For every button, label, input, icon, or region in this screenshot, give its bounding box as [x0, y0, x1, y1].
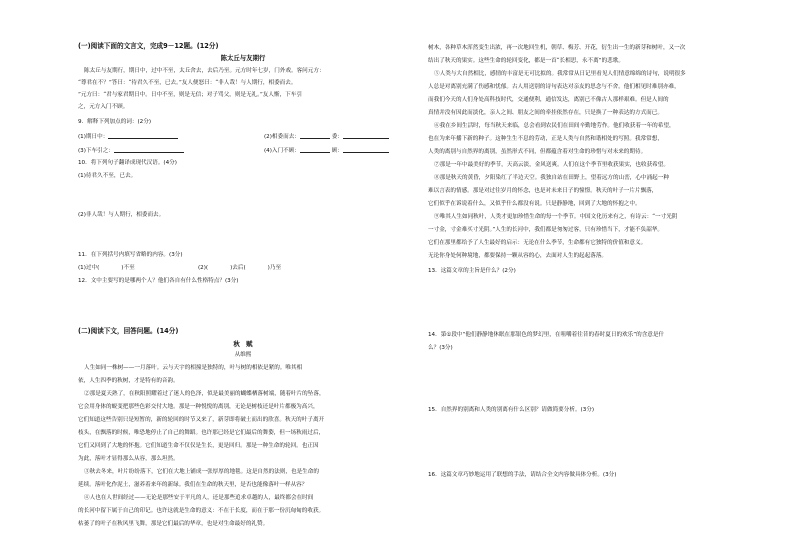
- essay-line: 它们又回到了大地的怀抱。它们知道生命不仅仅是生长，更是回归。那是一种生命的轮回。也正因: [78, 443, 319, 449]
- q9-item: (2)相委而去： 委：: [264, 132, 389, 141]
- q10-sentence-1: (1)待君久不至，已去。: [78, 173, 137, 179]
- essay-line: 真情并没有因此而淡化，亲人之间、朋友之间的牵挂依然存在，只是换了一种表达的方式而已。: [428, 110, 663, 116]
- essay-line: ⑦那是一年中最美好的季节，天高云淡，金风送爽。人们在这个季节里收获果实，也收获希望。: [434, 162, 669, 168]
- right-column: [428, 0, 734, 549]
- q11-item-2: (2)( )去后( )乃至: [198, 265, 282, 271]
- essay-line: 一寸金，寸金难买寸光阴。”人生的长河中，我们都是匆匆过客，只有珍惜当下，才能不负韶华。: [428, 227, 663, 233]
- essay-line: ⑨唯其人生如同秋叶，人类才更加珍惜生命的每一个季节。中国文化历来有之，有诗云：“一寸光阴: [434, 214, 678, 220]
- essay-line: 也在为来年播下新的种子。这种生生不息的劳动，正是人类与自然和谐相处的写照。我常常想，: [428, 136, 663, 142]
- story-line: 之，元方入门不顾。: [78, 104, 129, 110]
- question-11: 11．在下列括号内填写省略的内容。(3分): [78, 252, 183, 258]
- essay-line: 延续。落叶化作泥土，滋养着来年的新绿。我们在生命的秋天里，是否也能像落叶一样从容？: [78, 482, 308, 488]
- q9-item: (3)下车引之：: [78, 146, 184, 155]
- left-column: [78, 0, 408, 549]
- essay-line: 无论你身处何种境地，都要保持一颗从容的心，去面对人生的起起落落。: [428, 253, 608, 259]
- essay-line: 人生如同一株树——一月落叶。云与天宇的相撞是独特的，叶与树的相依是紧的。唯其相: [84, 365, 303, 371]
- section-1-heading: (一)阅读下面的文言文，完成9－12题。(12分): [78, 42, 219, 50]
- essay-line: ③秋去冬来，叶片纷纷落下，它们在大地上铺成一张厚厚的地毯。这是自然的法则，也是生命的: [84, 469, 319, 475]
- story-line: “尊君在不？”答曰：“待君久不至，已去。”友人便怒曰：“非人哉！与人期行，相委而去。: [78, 80, 297, 86]
- q9-item: (4)入门不顾： 顾：: [264, 146, 389, 155]
- essay-line: 它会用身体的蜕变把那些色彩交付大地。那是一种悦悦的离别，无论是树枝还是叶片都极为高兴，: [78, 404, 319, 410]
- section-2-heading: (二)阅读下文，回答问题。(14分): [78, 327, 179, 335]
- essay-line: ⑥我在乡间生活时，每当秋天来临，总会看到农民们在田间辛勤地劳作。他们收获着一年的希望，: [434, 123, 675, 129]
- essay-line: 难以言表的情感。那是对过往岁月的怀念，也是对未来日子的憧憬。秋天的叶子一片片飘落，: [428, 188, 658, 194]
- story-line: ”元方曰：“君与家君期日中。日中不至，则是无信；对子骂父，则是无礼。”友人惭，下车引: [78, 92, 302, 98]
- essay-line: 为此，落叶才显得那么从容，那么坦然。: [78, 456, 179, 462]
- essay-line: 结出了秋天的果实。这些生命的轮回变化，都是一首“长相思，永不离”的悲歌。: [428, 58, 624, 64]
- question-16: 16．这篇文章巧妙地运用了联想的手法，请结合全文内容做具体分析。(3分): [428, 472, 617, 478]
- essay-line: 它们似乎在诉说着什么，又似乎什么都没有说。只是静静地，回到了大地的怀抱之中。: [428, 201, 641, 207]
- question-9: 9．解释下列加点的词：(2分): [78, 119, 152, 125]
- essay-line: ⑧那是秋天的黄昏，夕阳染红了半边天空。我独自站在田野上，望着远方的山峦，心中涌起一种: [434, 175, 669, 181]
- story-line: 陈太丘与友期行，期日中，过中不至，太丘舍去，去后乃至。元方时年七岁，门外戏。客问元方：: [84, 68, 325, 74]
- essay-line: 的长河中留下属于自己的印记。也许这就是生命的意义：不在于长度，而在于那一份沉甸甸的收获。: [78, 508, 325, 514]
- essay-line: 枝头，在飘落的时候，唯恐地停止了自己的舞蹈。也许那已经是它们最后的舞姿，但一场秋雨过后，: [78, 430, 325, 436]
- question-10: 10．将下列句子翻译成现代汉语。(4分): [78, 160, 177, 166]
- essay-line: 人总是对离别充满了伤感和忧郁。古人用送别的诗句表达对亲友的思念与不舍。他们相见时难别亦难，: [428, 84, 680, 90]
- essay-title: 秋 赋: [233, 340, 253, 348]
- question-14-cont: 么？(3分): [428, 345, 453, 351]
- q9-item: (1)期日中：: [78, 132, 178, 141]
- essay-line: 人类的离别与自然界的离别，虽然形式不同，但都蕴含着对生命的珍惜与对未来的期待。: [428, 149, 647, 155]
- essay-line: 它们在那里都给予了人生最好的启示：无论在什么季节，生命都有它独特的价值和意义。: [428, 240, 647, 246]
- q11-item-1: (1)过中( )不至: [78, 265, 135, 271]
- essay-line: 而我们今天的人们身处高科技时代，交通便利，通信发达，离别已不像古人那样艰难。但是人间的: [428, 97, 669, 103]
- story-title: 陈太丘与友期行: [220, 54, 266, 62]
- essay-line: 树木，各种草木浑然变生出浓，再一次地回生机，朝草、梅芳、开花，衍生出一生的新芽和树叶，又一次: [428, 45, 686, 51]
- essay-line: ⑤人类与大自然相比，感情的丰富是无可比拟的。我常常从日记里看见人们情意绵绵的诗句，说明很多: [434, 71, 686, 77]
- essay-line: 依，人生四季的秋树，才是特有的音韵。: [78, 378, 179, 384]
- question-14: 14．第①段中“他们静静地休眠在那银色的梦幻里，在咀嚼着往昔的春时夏日的欢乐”的含意是什: [428, 332, 665, 338]
- q10-sentence-2: (2)非人哉！与人期行，相委而去。: [78, 212, 165, 218]
- essay-line: 它们知道这些告别只是短暂的，新的轮回的时节又来了，新芽即将破土而出的欣喜。秋天的叶子离开: [78, 417, 325, 423]
- essay-line: 枯萎了的叶子在秋风里飞舞，那是它们最后的华章，也是对生命最好的礼赞。: [78, 521, 269, 527]
- essay-line: ④人也在人世间经过——无论是那些安于平凡的人，还是那些追求卓越的人，最终都会在时间: [84, 495, 314, 501]
- essay-author: 从维熙: [234, 352, 252, 358]
- question-13: 13．这篇文章的主旨是什么？(2分): [428, 268, 516, 274]
- essay-line: ②那是夏天熟了，在秋阳照耀着过了迷人的色泽，似是最美丽的蝴蝶栖落树端，随着叶片的坠落，: [84, 391, 325, 397]
- question-12: 12．文中主要写的是哪两个人？他们各自有什么性格特点？(3分): [78, 278, 239, 284]
- question-15: 15．自然界的别离和人类的别离有什么区别？请做简要分析。(3分): [428, 407, 595, 413]
